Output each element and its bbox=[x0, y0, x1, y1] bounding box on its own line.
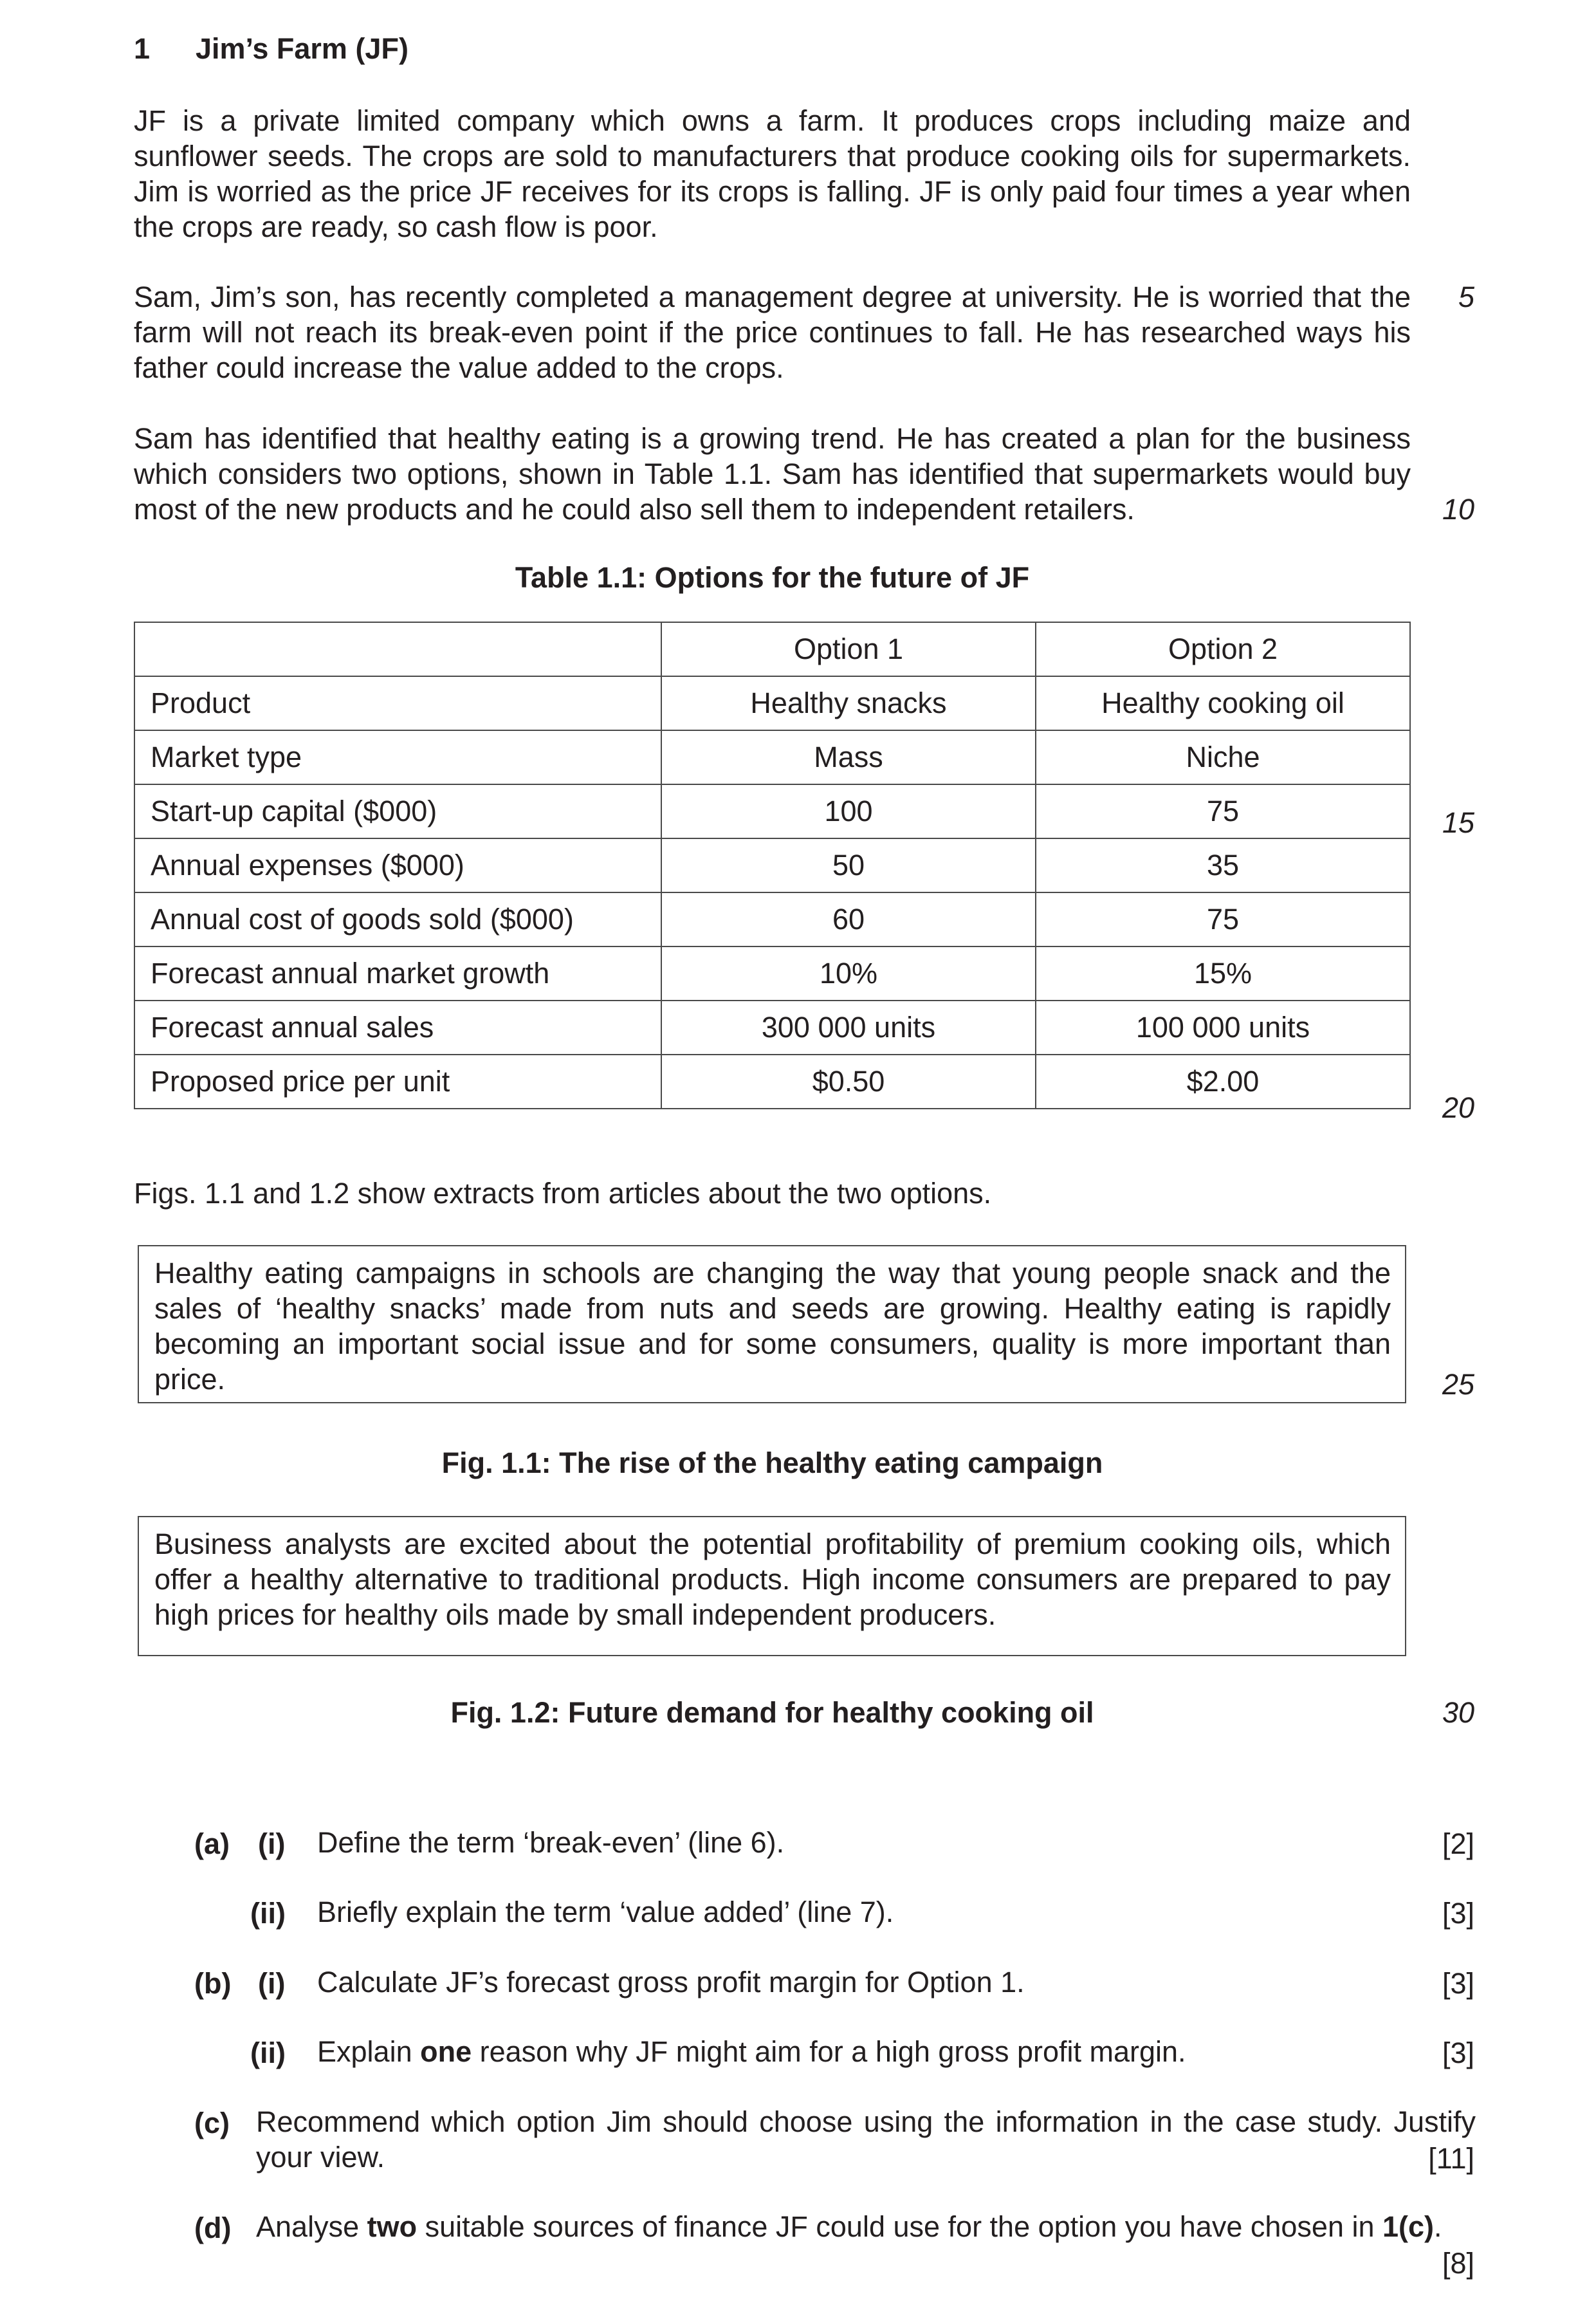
option-1-value: $0.50 bbox=[661, 1055, 1036, 1109]
question-a-i-text: Define the term ‘break-even’ (line 6). bbox=[317, 1826, 785, 1859]
table-row bbox=[134, 946, 1410, 1001]
case-paragraph-1: JF is a private limited company which owns a farm. It produces crops including maize and sunflower seeds. The crops are sold to manufacturers that produce cooking oils for supermarkets. Jim is worried as the price JF receives for its crops is falling. JF is only paid four times a year when the crops are ready, so cash flow is poor. bbox=[134, 104, 1411, 243]
option-2-value: $2.00 bbox=[1036, 1055, 1410, 1109]
part-c-label: (c) bbox=[194, 2107, 230, 2139]
table-row bbox=[134, 676, 1410, 730]
table-row bbox=[134, 1055, 1410, 1109]
part-b-label: (b) bbox=[194, 1967, 232, 2000]
question-a-i-marks: [2] bbox=[1442, 1827, 1474, 1860]
table-row bbox=[134, 1001, 1410, 1055]
question-d-marks: [8] bbox=[1442, 2247, 1474, 2280]
line-number-20: 20 bbox=[1442, 1091, 1474, 1124]
options-table-container bbox=[134, 622, 1411, 1109]
table-header-row bbox=[134, 622, 1410, 676]
table-caption: Table 1.1: Options for the future of JF bbox=[515, 561, 1030, 594]
option-1-value: 10% bbox=[661, 946, 1036, 1001]
option-2-value: 75 bbox=[1036, 892, 1410, 946]
table-header-cell bbox=[134, 622, 661, 676]
question-a-ii-marks: [3] bbox=[1442, 1897, 1474, 1930]
row-label: Product bbox=[134, 676, 661, 730]
figs-intro: Figs. 1.1 and 1.2 show extracts from articles about the two options. bbox=[134, 1177, 992, 1210]
options-table bbox=[134, 622, 1411, 1109]
question-number: 1 bbox=[134, 32, 151, 65]
table-row bbox=[134, 730, 1410, 784]
option-1-value: 60 bbox=[661, 892, 1036, 946]
row-label: Start-up capital ($000) bbox=[134, 784, 661, 838]
option-2-value: 15% bbox=[1036, 946, 1410, 1001]
option-2-value: Niche bbox=[1036, 730, 1410, 784]
row-label: Proposed price per unit bbox=[134, 1055, 661, 1109]
row-label: Annual cost of goods sold ($000) bbox=[134, 892, 661, 946]
option-2-value: 75 bbox=[1036, 784, 1410, 838]
question-b-ii-text: Explain one reason why JF might aim for a high gross profit margin. bbox=[317, 2035, 1186, 2068]
case-paragraph-3: Sam has identified that healthy eating is a growing trend. He has created a plan for the business which considers two options, shown in Table 1.1. Sam has identified that supermarkets would buy most of the new products and he could also sell them to independent retailers. bbox=[134, 422, 1411, 526]
question-d-text: Analyse two suitable sources of finance JF could use for the option you have chosen in 1(c). bbox=[256, 2210, 1442, 2243]
question-c-text-line1: Recommend which option Jim should choose using the information in the case study. Justify bbox=[256, 2105, 1476, 2138]
case-paragraph-2: Sam, Jim’s son, has recently completed a management degree at university. He is worried that the farm will not reach its break-even point if the price continues to fall. He has researched ways his father could increase the value added to the crops. bbox=[134, 281, 1411, 384]
part-a-label: (a) bbox=[194, 1827, 230, 1860]
option-2-value: 35 bbox=[1036, 838, 1410, 892]
table-header-cell: Option 2 bbox=[1036, 622, 1410, 676]
question-a-ii-text: Briefly explain the term ‘value added’ (line 7). bbox=[317, 1896, 894, 1928]
line-number-5: 5 bbox=[1458, 281, 1474, 313]
option-2-value: 100 000 units bbox=[1036, 1001, 1410, 1055]
line-number-25: 25 bbox=[1442, 1368, 1474, 1401]
option-1-value: 300 000 units bbox=[661, 1001, 1036, 1055]
question-c-marks: [11] bbox=[1428, 2142, 1474, 2175]
line-number-15: 15 bbox=[1442, 806, 1474, 839]
row-label: Forecast annual market growth bbox=[134, 946, 661, 1001]
fig-1-1-caption: Fig. 1.1: The rise of the healthy eating campaign bbox=[441, 1446, 1103, 1479]
fig-1-2-box: Business analysts are excited about the potential profitability of premium cooking oils, which offer a healthy alternative to traditional products. High income consumers are prepared to pay high prices for healthy oils made by small independent producers. bbox=[138, 1516, 1406, 1656]
emphasis-two: two bbox=[367, 2210, 417, 2243]
question-c-text-line2: your view. bbox=[256, 2141, 385, 2174]
table-header-cell: Option 1 bbox=[661, 622, 1036, 676]
question-title: Jim’s Farm (JF) bbox=[196, 32, 408, 65]
question-b-i-text: Calculate JF’s forecast gross profit margin for Option 1. bbox=[317, 1966, 1025, 1999]
option-2-value: Healthy cooking oil bbox=[1036, 676, 1410, 730]
option-1-value: 100 bbox=[661, 784, 1036, 838]
row-label: Annual expenses ($000) bbox=[134, 838, 661, 892]
line-number-30: 30 bbox=[1442, 1696, 1474, 1729]
row-label: Market type bbox=[134, 730, 661, 784]
line-number-10: 10 bbox=[1442, 493, 1474, 526]
emphasis-one: one bbox=[420, 2035, 472, 2068]
question-b-i-marks: [3] bbox=[1442, 1967, 1474, 2000]
question-heading bbox=[134, 32, 408, 66]
row-label: Forecast annual sales bbox=[134, 1001, 661, 1055]
part-b-i-label: (i) bbox=[258, 1967, 286, 2000]
part-b-ii-label: (ii) bbox=[250, 2036, 286, 2069]
option-1-value: Mass bbox=[661, 730, 1036, 784]
table-row bbox=[134, 838, 1410, 892]
fig-1-2-caption: Fig. 1.2: Future demand for healthy cooking oil bbox=[450, 1696, 1094, 1729]
fig-1-1-box: Healthy eating campaigns in schools are changing the way that young people snack and the sales of ‘healthy snacks’ made from nuts and seeds are growing. Healthy eating is rapidly becoming an important social issue and for some consumers, quality is more important than price. bbox=[138, 1245, 1406, 1403]
table-row bbox=[134, 784, 1410, 838]
part-a-i-label: (i) bbox=[258, 1827, 286, 1860]
part-d-label: (d) bbox=[194, 2211, 232, 2244]
part-a-ii-label: (ii) bbox=[250, 1897, 286, 1930]
question-b-ii-marks: [3] bbox=[1442, 2036, 1474, 2069]
table-row bbox=[134, 892, 1410, 946]
emphasis-ref: 1(c) bbox=[1382, 2210, 1435, 2243]
option-1-value: Healthy snacks bbox=[661, 676, 1036, 730]
option-1-value: 50 bbox=[661, 838, 1036, 892]
